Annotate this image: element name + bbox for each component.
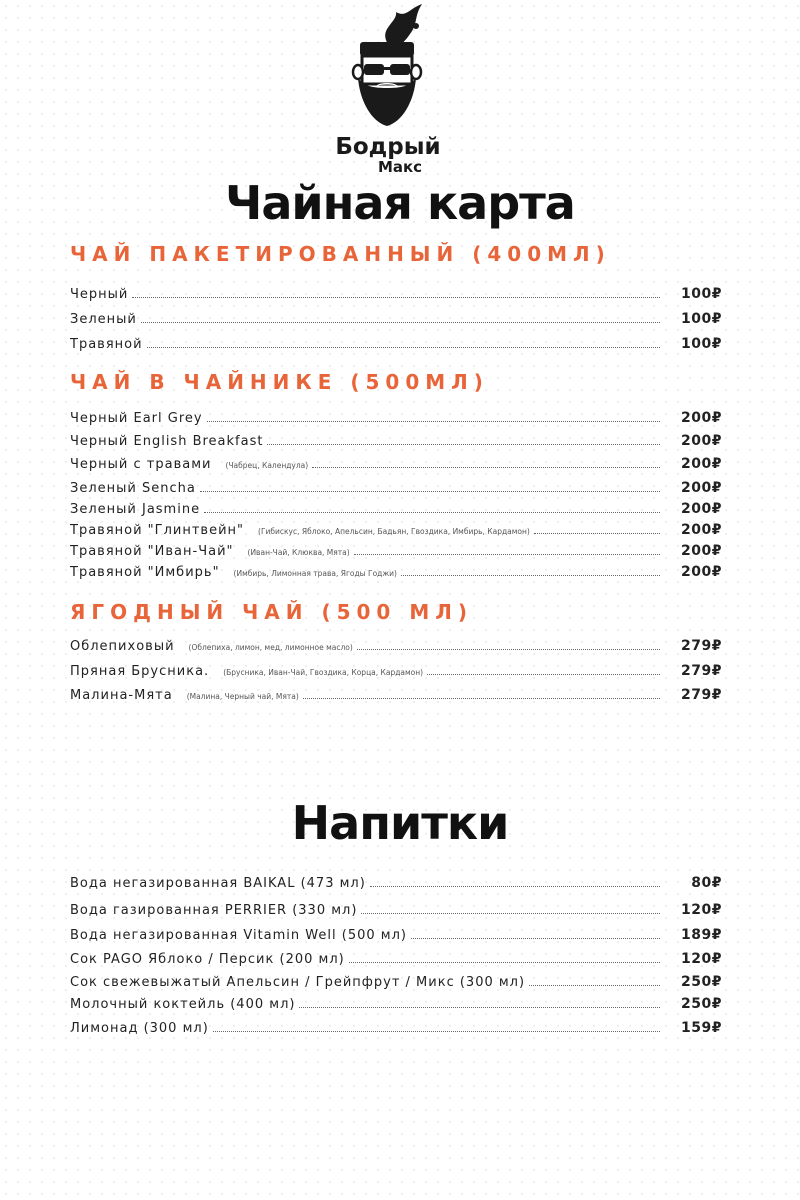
item-name: Облепиховый (70, 639, 175, 654)
item-price: 200₽ (681, 480, 722, 496)
dot-leader (204, 511, 660, 513)
item-price: 100₽ (681, 311, 722, 327)
dot-leader (200, 490, 660, 492)
dot-leader (349, 961, 660, 963)
section-title-teapot: ЧАЙ В ЧАЙНИКЕ (500МЛ) (70, 370, 489, 394)
item-name: Травяной "Имбирь" (70, 565, 220, 580)
item-name: Сок PAGO Яблоко / Персик (200 мл) (70, 952, 345, 967)
menu-item (70, 992, 722, 1012)
item-name: Сок свежевыжатый Апельсин / Грейпфрут / Микс (300 мл) (70, 975, 526, 990)
item-name: Зеленый (70, 312, 137, 327)
menu-item (70, 282, 722, 302)
dot-leader (267, 443, 660, 445)
dot-leader (427, 673, 660, 675)
item-name: Зеленый Jasmine (70, 502, 201, 517)
menu-item (70, 560, 722, 580)
dot-leader (299, 1006, 660, 1008)
menu-item (70, 518, 722, 538)
item-ingredients: (Брусника, Иван-Чай, Гвоздика, Корца, Кардамон) (223, 668, 424, 677)
menu-item (70, 1016, 722, 1036)
menu-item (70, 452, 722, 472)
item-price: 100₽ (681, 286, 722, 302)
item-price: 200₽ (681, 410, 722, 426)
menu-item (70, 947, 722, 967)
menu-item (70, 923, 722, 943)
brand-logo (318, 4, 458, 176)
dot-leader (312, 466, 660, 468)
dot-leader (141, 321, 660, 323)
dot-leader (207, 420, 660, 422)
item-ingredients: (Чабрец, Календула) (225, 461, 309, 470)
menu-item (70, 307, 722, 327)
item-name: Малина-Мята (70, 688, 173, 703)
item-name: Вода негазированная Vitamin Well (500 мл) (70, 928, 407, 943)
item-ingredients: (Малина, Черный чай, Мята) (186, 692, 299, 701)
dot-leader (370, 885, 660, 887)
menu-item (70, 898, 722, 918)
item-ingredients: (Облепиха, лимон, мед, лимонное масло) (188, 643, 353, 652)
item-name: Черный с травами (70, 457, 212, 472)
dot-leader (132, 296, 660, 298)
section-title-berry: ЯГОДНЫЙ ЧАЙ (500 МЛ) (70, 600, 473, 624)
item-name: Пряная Брусника. (70, 664, 210, 679)
dot-leader (534, 532, 660, 534)
item-price: 80₽ (691, 875, 722, 891)
item-price: 279₽ (681, 687, 722, 703)
drinks-menu-title: Напитки (291, 796, 509, 850)
item-ingredients: (Иван-Чай, Клюква, Мята) (247, 548, 350, 557)
dot-leader (147, 346, 660, 348)
menu-item (70, 476, 722, 496)
item-name: Травяной "Глинтвейн" (70, 523, 245, 538)
item-name: Зеленый Sencha (70, 481, 196, 496)
dot-leader (361, 912, 660, 914)
menu-item (70, 871, 722, 891)
menu-item (70, 497, 722, 517)
item-name: Черный Earl Grey (70, 411, 203, 426)
bearded-man-mug-icon (318, 4, 458, 176)
section-title-bagged: ЧАЙ ПАКЕТИРОВАННЫЙ (400МЛ) (70, 242, 611, 266)
brand-name-line1: Бодрый (335, 134, 441, 160)
item-ingredients: (Гибискус, Яблоко, Апельсин, Бадьян, Гвоздика, Имбирь, Кардамон) (258, 527, 530, 536)
item-price: 200₽ (681, 433, 722, 449)
item-price: 279₽ (681, 638, 722, 654)
menu-item (70, 970, 722, 990)
menu-item (70, 659, 722, 679)
menu-item (70, 406, 722, 426)
menu-item (70, 332, 722, 352)
dot-leader (354, 553, 660, 555)
dot-leader (303, 697, 660, 699)
dot-leader (411, 937, 660, 939)
item-ingredients: (Имбирь, Лимонная трава, Ягоды Годжи) (233, 569, 397, 578)
item-name: Вода газированная PERRIER (330 мл) (70, 903, 358, 918)
item-price: 200₽ (681, 543, 722, 559)
dot-leader (213, 1030, 660, 1032)
menu-item (70, 634, 722, 654)
item-name: Травяной (70, 337, 143, 352)
item-name: Черный (70, 287, 129, 302)
dot-leader (357, 648, 660, 650)
item-name: Молочный коктейль (400 мл) (70, 997, 296, 1012)
item-name: Травяной "Иван-Чай" (70, 544, 234, 559)
item-price: 279₽ (681, 663, 722, 679)
tea-menu-title: Чайная карта (225, 176, 575, 230)
item-name: Вода негазированная BAIKAL (473 мл) (70, 876, 366, 891)
dot-leader (529, 984, 660, 986)
item-price: 200₽ (681, 522, 722, 538)
item-name: Лимонад (300 мл) (70, 1021, 209, 1036)
item-price: 159₽ (681, 1020, 722, 1036)
item-price: 189₽ (681, 927, 722, 943)
item-price: 200₽ (681, 456, 722, 472)
item-price: 100₽ (681, 336, 722, 352)
brand-name-line2: Макс (377, 158, 423, 176)
dot-leader (401, 574, 660, 576)
menu-item (70, 683, 722, 703)
item-name: Черный English Breakfast (70, 434, 264, 449)
item-price: 250₽ (681, 996, 722, 1012)
item-price: 120₽ (681, 902, 722, 918)
menu-item (70, 539, 722, 559)
item-price: 250₽ (681, 974, 722, 990)
item-price: 200₽ (681, 564, 722, 580)
menu-item (70, 429, 722, 449)
item-price: 120₽ (681, 951, 722, 967)
item-price: 200₽ (681, 501, 722, 517)
